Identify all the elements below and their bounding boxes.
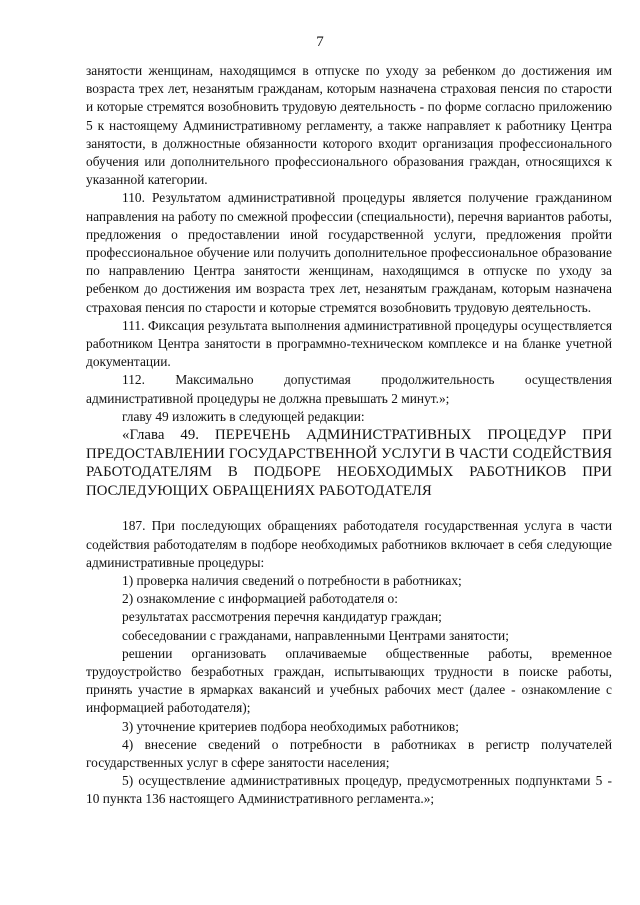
paragraph-111: 111. Фиксация результата выполнения административной процедуры осуществляется работником Центра занятости в программно-техническом комплексе и на бланке учетной документации.	[86, 317, 612, 370]
page-number: 7	[316, 34, 324, 50]
paragraph-112: 112. Максимально допустимая продолжительность осуществления административной процедуры не должна превышать 2 минут.»;	[86, 372, 612, 406]
list-subitem: собеседовании с гражданами, направленными Центрами занятости;	[122, 627, 509, 643]
chapter-title: «Глава 49. ПЕРЕЧЕНЬ АДМИНИСТРАТИВНЫХ ПРОЦЕДУР ПРИ ПРЕДОСТАВЛЕНИИ ГОСУДАРСТВЕННОЙ УСЛУГИ В ЧАСТИ СОДЕЙСТВИЯ РАБОТОДАТЕЛЯМ В ПОДБОРЕ НЕОБХОДИМЫХ РАБОТНИКОВ ПРИ ПОСЛЕДУЮЩИХ ОБРАЩЕНИЯХ РАБОТОДАТЕЛЯ	[86, 427, 612, 499]
paragraph-continuation: занятости женщинам, находящимся в отпуске по уходу за ребенком до достижения им возраста трех лет, незанятым гражданам, которым назначена страховая пенсия по старости и которые стремятся возобновить трудовую деятельность - по форме согласно приложению 5 к настоящему Административному регламенту, а также направляет к работнику Центра занятости, в должностные обязанности которого входит организация профессионального обучения или дополнительного профессионального образования граждан, относящихся к указанной категории.	[86, 63, 612, 188]
list-item: 1) проверка наличия сведений о потребности в работниках;	[122, 573, 462, 589]
page-body	[86, 62, 612, 809]
list-item: 2) ознакомление с информацией работодателя о:	[122, 591, 398, 607]
list-item: 5) осуществление административных процедур, предусмотренных подпунктами 5 - 10 пункта 136 настоящего Административного регламента.»;	[86, 773, 612, 807]
list-item: 3) уточнение критериев подбора необходимых работников;	[122, 718, 459, 734]
spacer	[86, 500, 612, 517]
list-item: 4) внесение сведений о потребности в работниках в регистр получателей государственных услуг в сфере занятости населения;	[86, 736, 612, 771]
paragraph-chapter-intro: главу 49 изложить в следующей редакции:	[122, 408, 365, 424]
paragraph-110: 110. Результатом административной процедуры является получение гражданином направления на работу по смежной профессии (специальности), перечня вариантов работы, предложения о предоставлении иной государственной услуги, предложения пройти профессиональное обучение или получить дополнительное профессиональное образование по направлению Центра занятости женщинам, находящимся в отпуске по уходу за ребенком до достижения им возраста трех лет, незанятым гражданам, которым назначена страховая пенсия по старости и которые стремятся возобновить трудовую деятельность.	[86, 190, 612, 315]
list-subitem: результатах рассмотрения перечня кандидатур граждан;	[122, 609, 442, 625]
list-subitem: решении организовать оплачиваемые общественные работы, временное трудоустройство безработных граждан, испытывающих трудности в поиске работы, принять участие в ярмарках вакансий и учебных рабочих мест (далее - ознакомление с информацией работодателя);	[86, 645, 612, 716]
paragraph-187: 187. При последующих обращениях работодателя государственная услуга в части содействия работодателям в подборе необходимых работников включает в себя следующие административные процедуры:	[86, 518, 612, 570]
